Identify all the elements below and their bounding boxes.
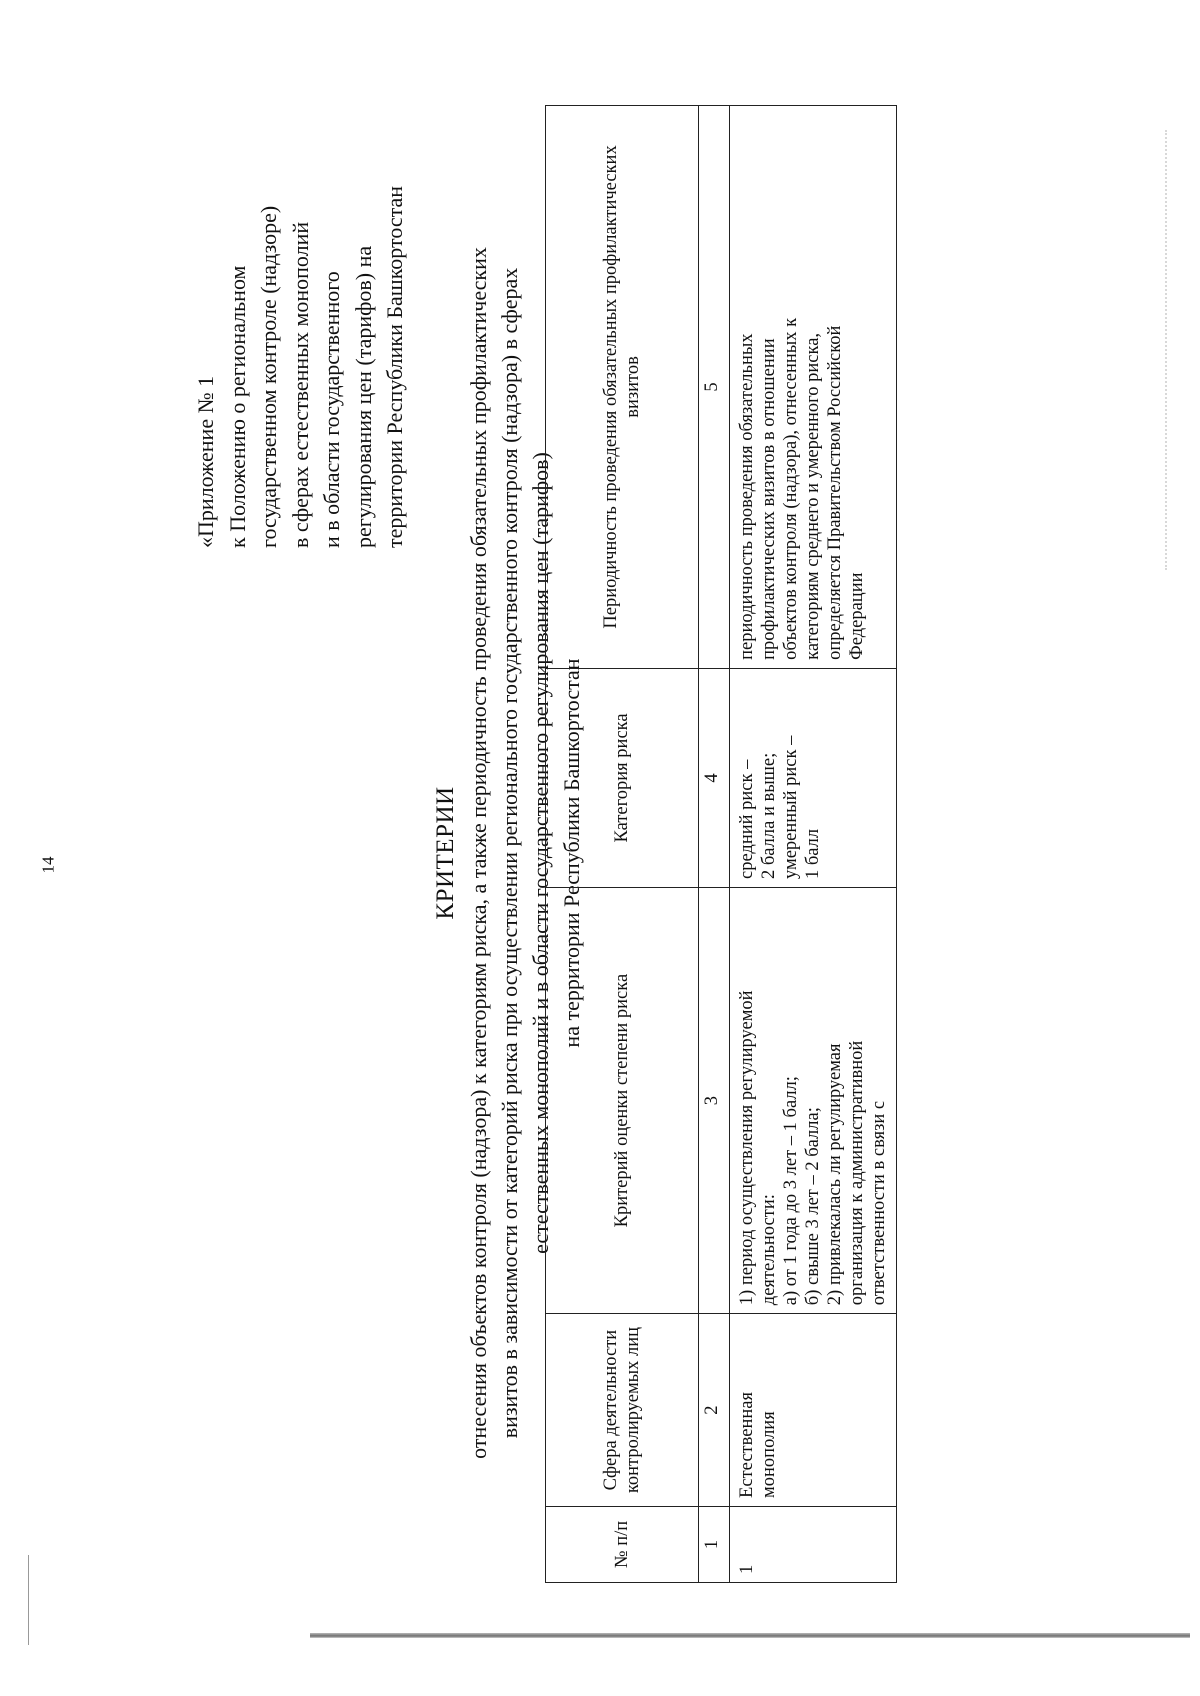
title-line: естественных монополий и в области государственного регулирования цен (тарифов) — [528, 452, 553, 1254]
scan-edge-shadow — [310, 1633, 1190, 1638]
appendix-heading — [190, 118, 411, 548]
column-number: 3 — [699, 888, 730, 1314]
appendix-line: в сферах естественных монополий — [287, 221, 313, 548]
cell-line: средний риск – — [737, 759, 757, 880]
column-number: 4 — [699, 668, 730, 887]
cell-category — [730, 668, 897, 887]
appendix-line: к Положению о региональном — [224, 265, 250, 548]
header-sphere: Сфера деятельности контролируемых лиц — [546, 1314, 699, 1507]
cell-line: Федерации — [847, 572, 867, 660]
cell-line: а) от 1 года до 3 лет – 1 балл; — [781, 1076, 801, 1306]
cell-criterion — [730, 888, 897, 1314]
cell-line: 2 балла и выше; — [759, 752, 779, 880]
document-sheet — [40, 88, 1140, 1603]
cell-line: категориям среднего и умеренного риска, — [803, 332, 823, 660]
cell-line: 2) привлекалась ли регулируемая — [825, 1043, 845, 1306]
appendix-line: «Приложение № 1 — [193, 375, 218, 548]
appendix-line: государственном контроле (надзоре) — [256, 205, 281, 548]
cell-line: объектов контроля (надзора), отнесенных к — [781, 317, 801, 660]
cell-line: профилактических визитов в отношении — [759, 338, 779, 660]
column-number: 5 — [699, 106, 730, 669]
table-row — [730, 106, 897, 1583]
cell-line: умеренный риск – — [781, 735, 801, 880]
column-number: 1 — [699, 1506, 730, 1582]
header-criterion: Критерий оценки степени риска — [546, 888, 699, 1314]
appendix-line: и в области государственного — [319, 271, 344, 548]
title-main: КРИТЕРИИ — [432, 786, 459, 920]
page-number: 14 — [38, 856, 58, 874]
column-number-row — [699, 106, 730, 1583]
scan-edge-line — [28, 1555, 29, 1645]
cell-sphere — [730, 1314, 897, 1507]
cell-periodicity — [730, 106, 897, 669]
appendix-line: регулирования цен (тарифов) на — [350, 245, 376, 548]
criteria-table — [545, 105, 897, 1583]
cell-line: организация к административной — [847, 1040, 867, 1306]
cell-line: 1) период осуществления регулируемой — [737, 990, 757, 1306]
cell-line: Естественная — [737, 1392, 757, 1498]
cell-line: ответственности в связи с — [869, 1100, 889, 1306]
rotated-page — [40, 88, 1140, 1603]
cell-line: деятельности: — [759, 1194, 779, 1306]
title-line: визитов в зависимости от категорий риска при осуществлении регионального государственного контроля (надзора) в сферах — [497, 267, 522, 1439]
title-line: на территории Республики Башкортостан — [559, 658, 584, 1048]
cell-line: периодичность проведения обязательных — [737, 333, 757, 660]
title-line: отнесения объектов контроля (надзора) к категориям риска, а также периодичность проведения обязательных профилактических — [466, 247, 491, 1459]
cell-line: монополия — [759, 1411, 779, 1498]
header-category: Категория риска — [546, 668, 699, 887]
scan-speckle — [1165, 130, 1169, 570]
cell-line: б) свыше 3 лет – 2 балла; — [803, 1107, 823, 1306]
appendix-line: территории Республики Башкортостан — [382, 185, 407, 548]
cell-num: 1 — [730, 1506, 897, 1582]
header-periodicity: Периодичность проведения обязательных профилактических визитов — [546, 106, 699, 669]
cell-line: 1 балл — [803, 828, 823, 880]
table-header-row — [546, 106, 699, 1583]
header-num: № п/п — [546, 1506, 699, 1582]
column-number: 2 — [699, 1314, 730, 1507]
cell-line: определяется Правительством Российской — [825, 325, 845, 660]
